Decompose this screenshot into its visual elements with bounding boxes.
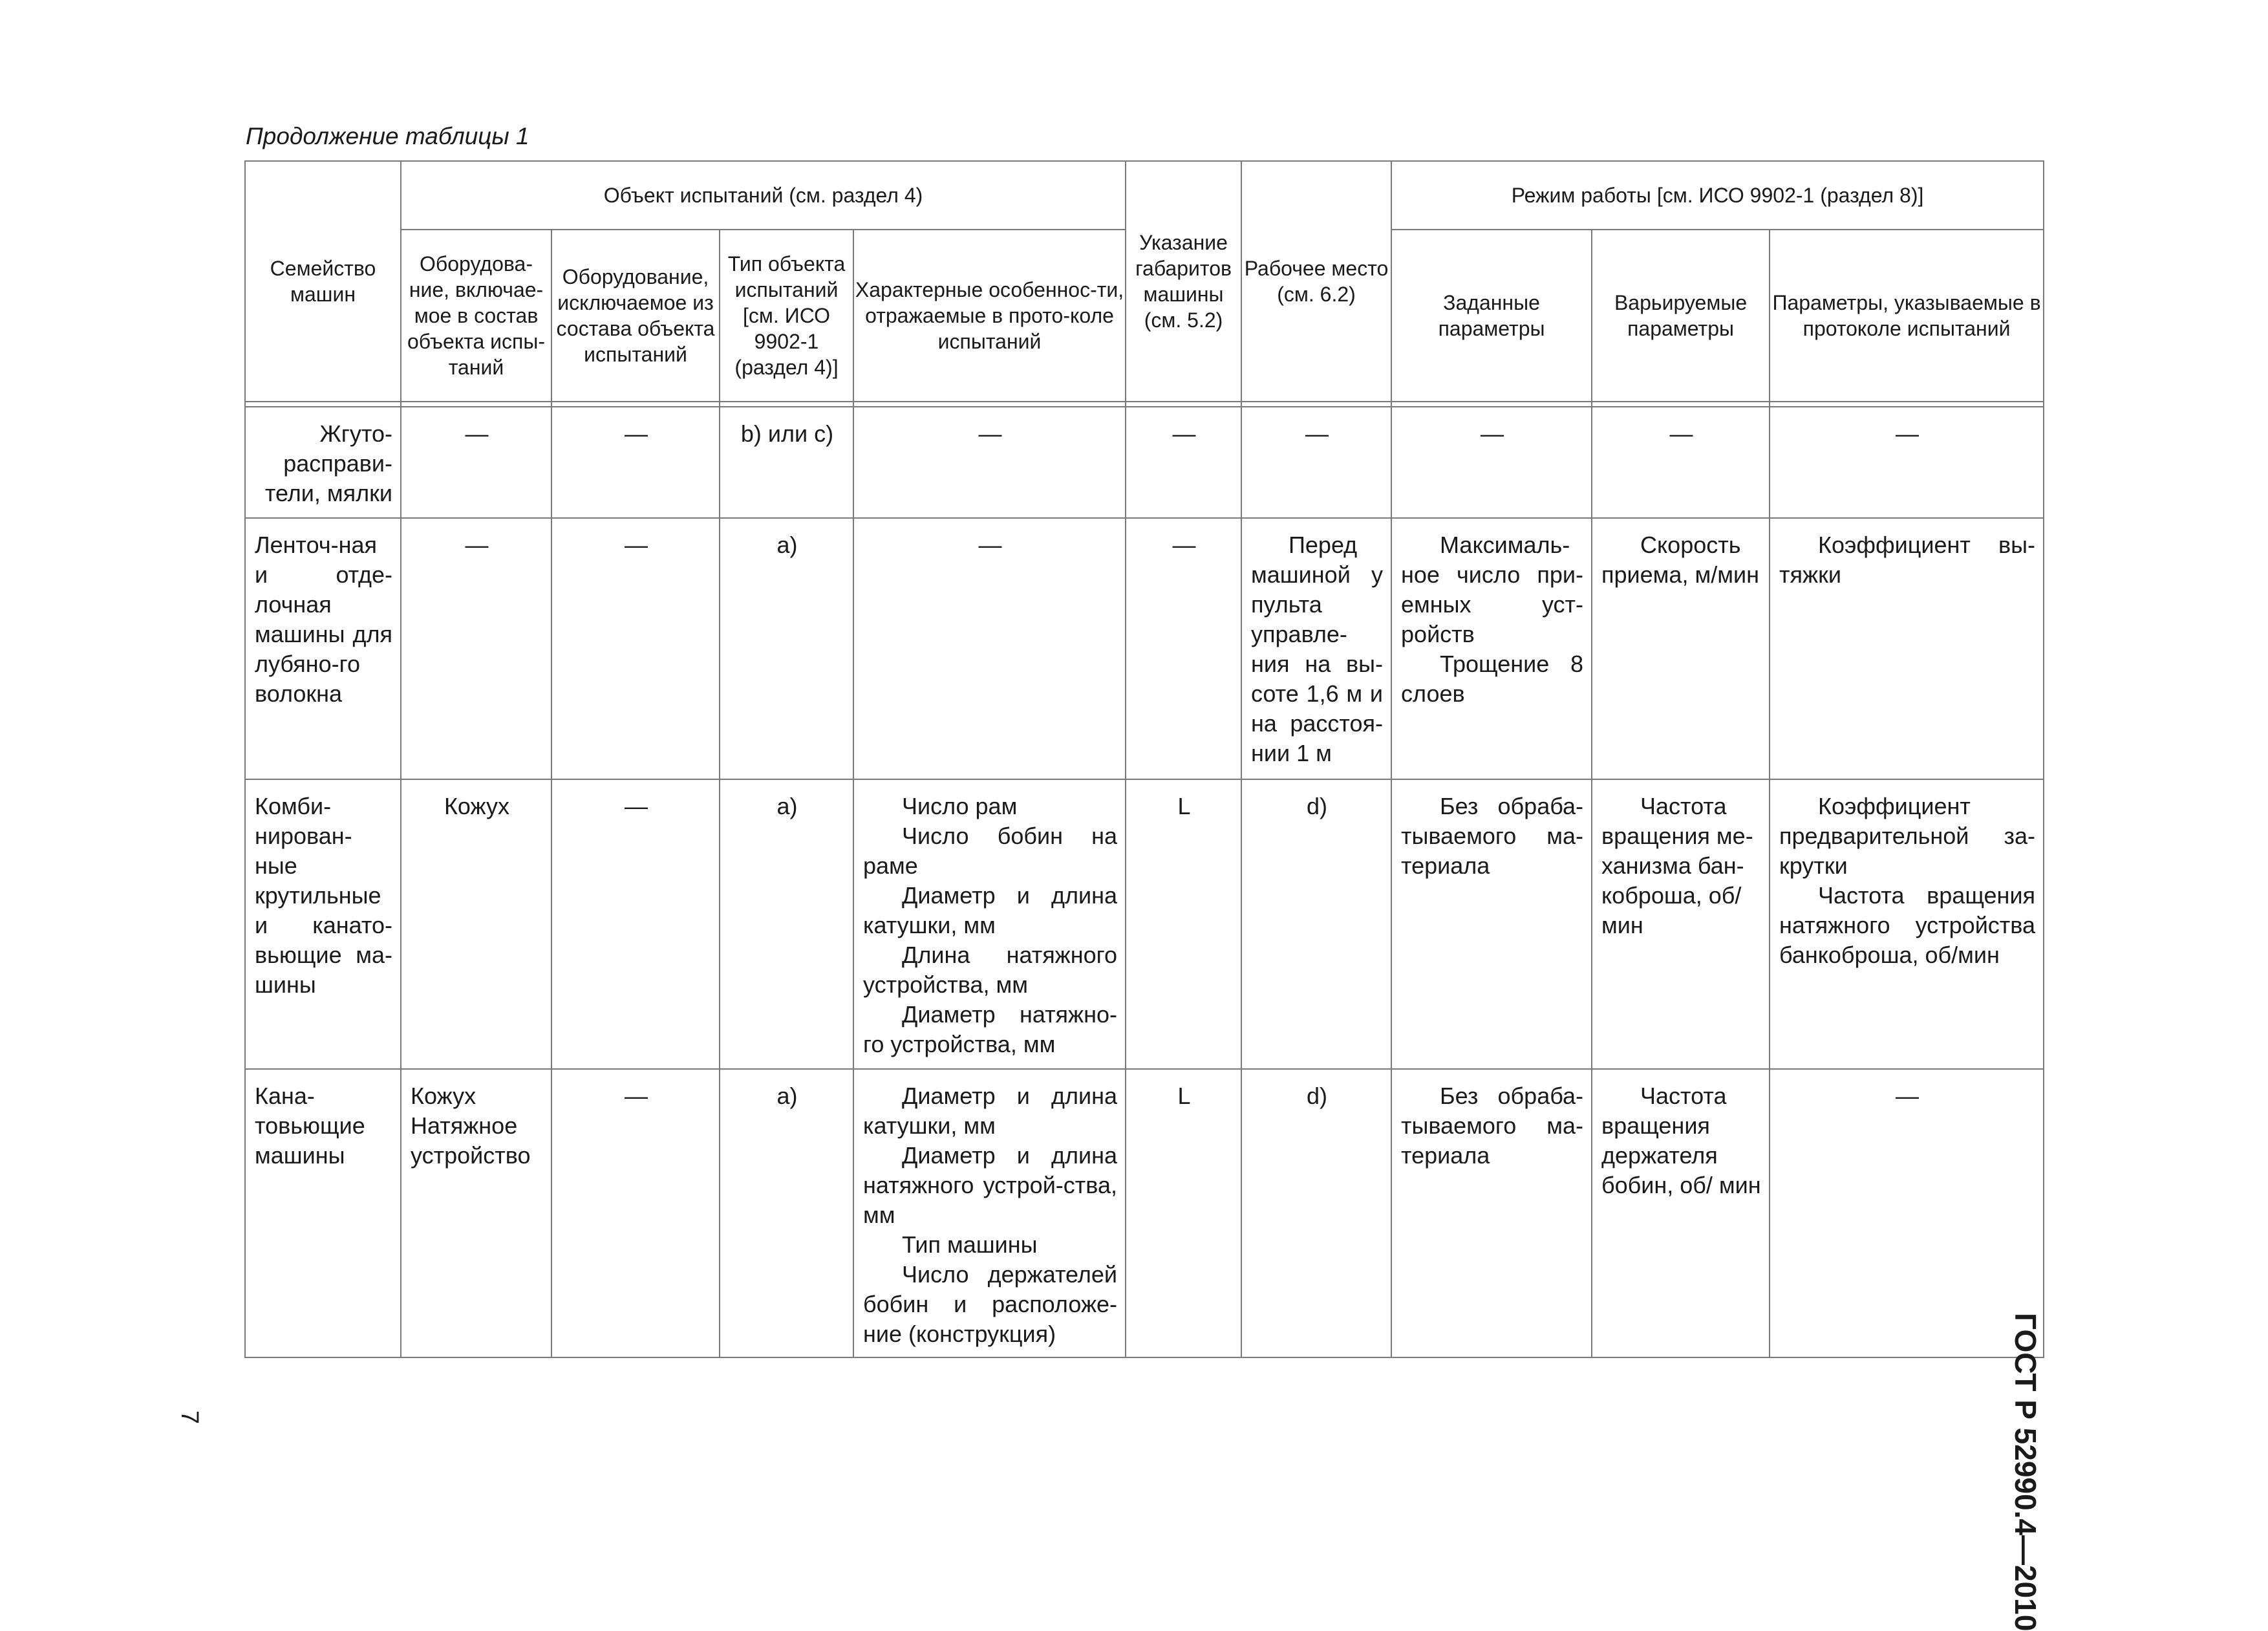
cell-workplace: — [1305, 420, 1329, 447]
spec-table [244, 160, 2044, 1358]
var-param-line: Скорость приема, м/мин [1601, 532, 1759, 588]
cell-type: a) [776, 793, 798, 819]
set-param-line: Трощение 8 слоев [1401, 651, 1584, 707]
cell-report-params: — [1896, 1083, 1920, 1109]
table-row [245, 407, 2044, 518]
header-dimensions: Указание габаритов машины (см. 5.2) [1126, 161, 1241, 402]
cell-features [854, 780, 1125, 1063]
cell-included: Кожух [444, 793, 510, 819]
header-separator [245, 402, 2044, 407]
table-row [245, 518, 2044, 779]
cell-family: Ленточ-ная и отде-лочная машины для лубяно-го волокна [255, 532, 392, 707]
feature-line: Диаметр натяжно-го устройства, мм [863, 1001, 1118, 1057]
set-param-line: Без обраба-тываемого ма-териала [1401, 793, 1584, 879]
set-param-line: Максималь-ное число при-емных уст-ройств [1401, 532, 1584, 647]
header-features: Характерные особеннос-ти, отражаемые в прото-коле испытаний [853, 230, 1126, 402]
cell-set-params [1392, 780, 1591, 885]
cell-family: Комби-нирован-ные крутильные и канато-вьющие ма-шины [255, 793, 392, 998]
header-mode-group: Режим работы [см. ИСО 9902-1 (раздел 8)] [1391, 161, 2044, 230]
var-param-line: Частота вращения держателя бобин, об/ мин [1601, 1083, 1761, 1198]
header-family: Семейство машин [245, 161, 401, 402]
cell-features [854, 1070, 1125, 1353]
cell-set-params [1392, 519, 1591, 713]
standard-code: ГОСТ Р 52990.4—2010 [2009, 1313, 2042, 1631]
cell-workplace: d) [1307, 1083, 1328, 1109]
cell-dimensions: — [1172, 420, 1196, 447]
cell-var-params [1592, 780, 1769, 944]
cell-var-params [1592, 519, 1769, 594]
cell-excluded: — [625, 1083, 648, 1109]
feature-line: Длина натяжного устройства, мм [863, 942, 1118, 998]
cell-features: — [978, 420, 1002, 447]
cell-report-params: — [1896, 420, 1920, 447]
feature-line: Диаметр и длина катушки, мм [863, 1083, 1118, 1139]
header-equip-included: Оборудова-ние, включае-мое в состав объекта испы-таний [401, 230, 551, 402]
cell-family: Кана-товьющие машины [255, 1083, 365, 1169]
table-row [245, 1069, 2044, 1357]
header-set-params: Заданные параметры [1391, 230, 1592, 402]
feature-line: Диаметр и длина натяжного устрой-ства, мм [863, 1142, 1118, 1228]
report-param-line: Коэффициент предварительной за-крутки [1779, 793, 2036, 879]
feature-line: Тип машины [902, 1231, 1038, 1258]
cell-type: a) [776, 1083, 798, 1109]
cell-excluded: — [625, 532, 648, 558]
feature-line: Число держателей бобин и расположе-ние (конструкция) [863, 1261, 1118, 1347]
cell-included: Кожух Натяжное устройство [411, 1083, 531, 1169]
header-equip-excluded: Оборудование, исключаемое из состава объекта испытаний [551, 230, 720, 402]
header-object-group: Объект испытаний (см. раздел 4) [401, 161, 1126, 230]
cell-dimensions: — [1172, 532, 1196, 558]
cell-dimensions: L [1177, 793, 1191, 819]
cell-report-params [1770, 519, 2043, 594]
cell-type: a) [776, 532, 798, 558]
cell-var-params: — [1669, 420, 1693, 447]
cell-included: — [465, 420, 489, 447]
cell-set-params: — [1481, 420, 1504, 447]
cell-type: b) или c) [740, 420, 834, 447]
feature-line: Число бобин на раме [863, 823, 1118, 879]
var-param-line: Частота вращения ме-ханизма бан-коброша, об/мин [1601, 793, 1753, 938]
header-report-params: Параметры, указываемые в протоколе испытаний [1770, 230, 2044, 402]
cell-family: Жгуто-расправи-тели, мялки [264, 420, 392, 506]
cell-excluded: — [625, 420, 648, 447]
header-var-params: Варьируемые параметры [1592, 230, 1770, 402]
report-param-line: Коэффициент вы-тяжки [1779, 532, 2036, 588]
report-param-line: Частота вращения натяжного устройства банкоброша, об/мин [1779, 882, 2036, 968]
table-row [245, 779, 2044, 1069]
feature-line: Число рам [902, 793, 1018, 819]
set-param-line: Без обраба-тываемого ма-териала [1401, 1083, 1584, 1169]
cell-features: — [978, 532, 1002, 558]
cell-workplace: Перед машиной у пульта управле-ния на вы-соте 1,6 м и на расстоя-нии 1 м [1251, 532, 1384, 766]
cell-dimensions: L [1177, 1083, 1191, 1109]
cell-excluded: — [625, 793, 648, 819]
feature-line: Диаметр и длина катушки, мм [863, 882, 1118, 938]
cell-workplace: d) [1307, 793, 1328, 819]
page-number: 7 [176, 1410, 204, 1425]
header-object-type: Тип объекта испытаний [см. ИСО 9902-1 (раздел 4)] [720, 230, 853, 402]
cell-report-params [1770, 780, 2043, 974]
header-workplace: Рабочее место (см. 6.2) [1241, 161, 1391, 402]
cell-set-params [1392, 1070, 1591, 1174]
cell-included: — [465, 532, 489, 558]
cell-var-params [1592, 1070, 1769, 1204]
table-caption: Продолжение таблицы 1 [246, 123, 530, 149]
